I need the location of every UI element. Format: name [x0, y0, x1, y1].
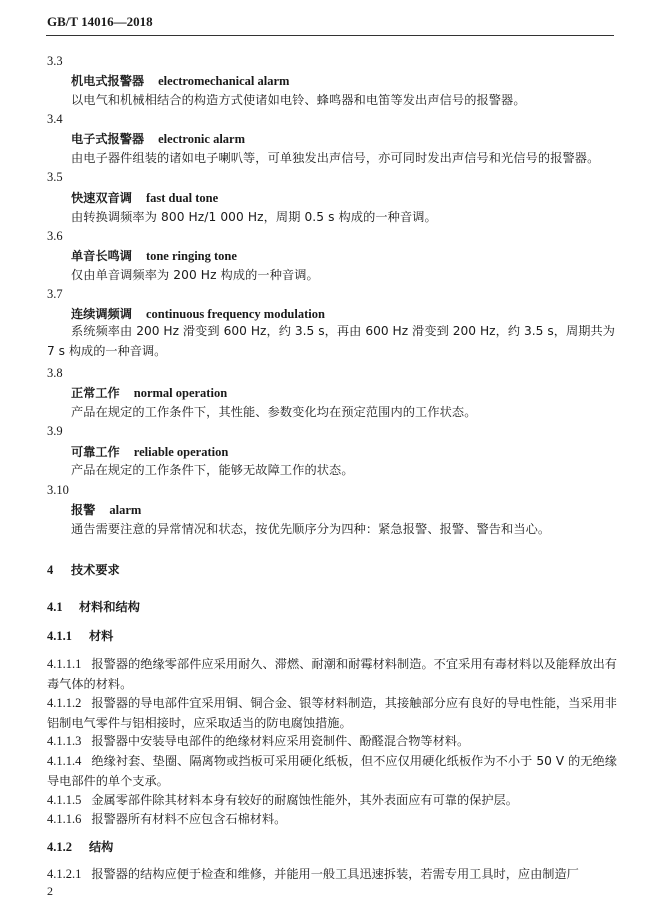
- section-title: 技术要求: [71, 563, 120, 577]
- term-en: electronic alarm: [158, 132, 246, 146]
- clause-text: 报警器的绝缘零部件应采用耐久、滞燃、耐潮和耐霉材料制造。不宜采用有毒材料以及能释放出有毒气体的材料。: [47, 657, 617, 691]
- page-number: 2: [47, 884, 53, 898]
- standard-code: GB/T 14016—2018: [47, 14, 153, 29]
- clause-number: 4.1.1.6: [47, 812, 82, 826]
- clause-item: [47, 751, 617, 791]
- section-number: 4.1.1: [47, 629, 72, 643]
- clause-number: 4.1.1.1: [47, 657, 82, 671]
- term-definition: 产品在规定的工作条件下，其性能、参数变化均在预定范围内的工作状态。: [71, 405, 477, 419]
- term-heading: [71, 443, 228, 460]
- term-en: alarm: [109, 503, 142, 517]
- term-zh: 快速双音调: [71, 191, 132, 205]
- term-heading: [71, 247, 237, 264]
- term-definition: 系统频率由 200 Hz 滑变到 600 Hz，约 3.5 s，再由 600 Hz 滑变到 200 Hz，约 3.5 s，周期共为 7 s 构成的一种音调。: [47, 324, 615, 358]
- section-title: 材料和结构: [79, 600, 140, 614]
- term-zh: 连续调频调: [71, 307, 132, 321]
- term-number: 3.9: [47, 424, 63, 438]
- clause-item: [47, 864, 617, 884]
- term-definition: 以电气和机械相结合的构造方式使诸如电铃、蜂鸣器和电笛等发出声信号的报警器。: [71, 93, 526, 107]
- section-number: 4.1: [47, 600, 63, 614]
- term-heading: [71, 189, 218, 206]
- term-number: 3.10: [47, 483, 69, 497]
- term-definition: 通告需要注意的异常情况和状态，按优先顺序分为四种：紧急报警、报警、警告和当心。: [71, 522, 551, 536]
- clause-number: 4.1.1.5: [47, 793, 82, 807]
- term-en: normal operation: [133, 386, 228, 400]
- term-definition: 由转换调频率为 800 Hz/1 000 Hz，周期 0.5 s 构成的一种音调。: [71, 210, 437, 224]
- term-heading: [71, 384, 227, 401]
- clause-item: [47, 790, 617, 810]
- section-title: 结构: [89, 840, 114, 854]
- clause-number: 4.1.1.4: [47, 754, 82, 768]
- section-heading: [47, 838, 113, 855]
- clause-text: 报警器所有材料不应包含石棉材料。: [91, 812, 287, 826]
- term-zh: 可靠工作: [71, 445, 120, 459]
- section-title: 材料: [89, 629, 114, 643]
- term-definition: 由电子器件组装的诸如电子喇叭等，可单独发出声信号，亦可同时发出声信号和光信号的报警器。: [71, 151, 600, 165]
- term-zh: 单音长鸣调: [71, 249, 132, 263]
- term-en: continuous frequency modulation: [145, 307, 325, 321]
- section-heading: [47, 627, 113, 644]
- clause-text: 绝缘衬套、垫圈、隔离物或挡板可采用硬化纸板，但不应仅用硬化纸板作为不小于 50 V 的无绝缘导电部件的单个支承。: [47, 754, 617, 788]
- term-number: 3.5: [47, 170, 63, 184]
- term-number: 3.8: [47, 366, 63, 380]
- section-number: 4: [47, 563, 54, 577]
- clause-number: 4.1.2.1: [47, 867, 82, 881]
- term-zh: 报警: [71, 503, 96, 517]
- term-en: tone ringing tone: [145, 249, 237, 263]
- term-number: 3.7: [47, 287, 63, 301]
- term-zh: 电子式报警器: [71, 132, 145, 146]
- term-definition: 产品在规定的工作条件下，能够无故障工作的状态。: [71, 463, 354, 477]
- clause-text: 报警器的导电部件宜采用铜、铜合金、银等材料制造，其接触部分应有良好的导电性能，当采用非铝制电气零件与铝相接时，应采取适当的防电腐蚀措施。: [47, 696, 617, 730]
- section-heading: [47, 561, 120, 578]
- term-heading: [71, 305, 325, 322]
- term-en: fast dual tone: [145, 191, 219, 205]
- clause-item: [47, 693, 617, 733]
- term-number: 3.4: [47, 112, 63, 126]
- term-heading: [71, 130, 245, 147]
- clause-item: [47, 809, 617, 829]
- clause-text: 金属零部件除其材料本身有较好的耐腐蚀性能外，其外表面应有可靠的保护层。: [91, 793, 518, 807]
- section-heading: [47, 598, 140, 615]
- term-definition: 仅由单音调频率为 200 Hz 构成的一种音调。: [71, 268, 319, 282]
- term-zh: 机电式报警器: [71, 74, 145, 88]
- clause-item: [47, 654, 617, 694]
- header-rule: [46, 35, 614, 36]
- clause-item: [47, 731, 617, 751]
- term-en: electromechanical alarm: [158, 74, 290, 88]
- term-zh: 正常工作: [71, 386, 120, 400]
- term-heading: [71, 501, 141, 518]
- clause-number: 4.1.1.3: [47, 734, 82, 748]
- clause-text: 报警器中安装导电部件的绝缘材料应采用瓷制件、酚醛混合物等材料。: [91, 734, 470, 748]
- term-number: 3.6: [47, 229, 63, 243]
- term-en: reliable operation: [133, 445, 229, 459]
- term-number: 3.3: [47, 54, 63, 68]
- section-number: 4.1.2: [47, 840, 72, 854]
- clause-number: 4.1.1.2: [47, 696, 82, 710]
- term-heading: [71, 72, 289, 89]
- clause-text: 报警器的结构应便于检查和维修，并能用一般工具迅速拆装，若需专用工具时，应由制造厂: [91, 867, 579, 881]
